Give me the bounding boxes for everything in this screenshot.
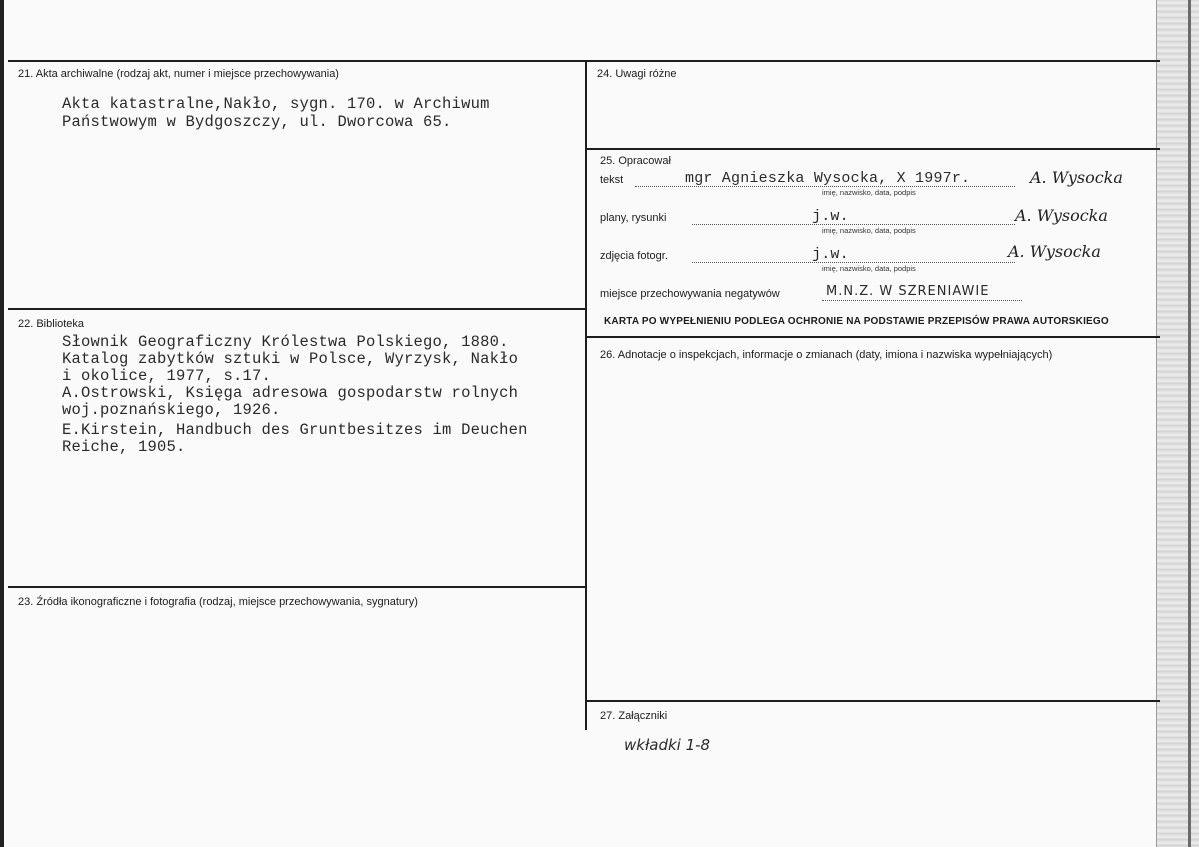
section-21-label: 21. Akta archiwalne (rodzaj akt, numer i miejsce przechowywania) — [18, 68, 339, 80]
section-22-line-2: Katalog zabytków sztuki w Polsce, Wyrzysk, Nakło — [62, 350, 519, 368]
field-negatives-label: miejsce przechowywania negatywów — [600, 288, 780, 300]
section-26-label: 26. Adnotacje o inspekcjach, informacje o zmianach (daty, imiona i nazwiska wypełniających) — [600, 349, 1053, 361]
field-negatives-line — [822, 300, 1022, 301]
section-22-line-5: woj.poznańskiego, 1926. — [62, 401, 281, 419]
signature-zdjecia: A. Wysocka — [1008, 242, 1101, 261]
section-22-line-6: E.Kirstein, Handbuch des Gruntbesitzes im Deuchen — [62, 421, 528, 439]
section-22-line-1: Słownik Geograficzny Królestwa Polskiego, 1880. — [62, 333, 509, 351]
scan-edge-right — [1156, 0, 1199, 847]
signature-tekst: A. Wysocka — [1030, 168, 1123, 187]
section-21-line-1: Akta katastralne,Nakło, sygn. 170. w Archiwum — [62, 95, 490, 113]
section-25-label: 25. Opracował — [600, 155, 671, 167]
section-27-label: 27. Załączniki — [600, 710, 668, 722]
field-zdjecia-line — [692, 262, 1015, 263]
field-zdjecia-label: zdjęcia fotogr. — [600, 250, 668, 262]
field-plany-value: j.w. — [812, 208, 849, 225]
section-27-value: wkładki 1-8 — [624, 736, 711, 754]
top-rule — [8, 60, 1160, 62]
section-22-line-7: Reiche, 1905. — [62, 438, 186, 456]
section-22-line-3: i okolice, 1977, s.17. — [62, 367, 272, 385]
rule-26-27 — [586, 700, 1160, 702]
section-22-label: 22. Biblioteka — [18, 318, 85, 330]
rule-25-26 — [586, 336, 1160, 338]
field-plany-line — [692, 224, 1015, 225]
field-tekst-caption: imię, nazwisko, data, podpis — [822, 188, 916, 197]
field-zdjecia-value: j.w. — [812, 246, 849, 263]
field-plany-label: plany, rysunki — [600, 212, 667, 224]
scan-edge-shadow — [1188, 0, 1191, 847]
rule-21-22 — [8, 308, 586, 310]
field-tekst-label: tekst — [600, 174, 624, 186]
center-divider — [585, 60, 587, 730]
scan-edge-left — [0, 0, 4, 847]
copyright-note: KARTA PO WYPEŁNIENIU PODLEGA OCHRONIE NA PODSTAWIE PRZEPISÓW PRAWA AUTORSKIEGO — [604, 316, 1109, 327]
section-21-line-2: Państwowym w Bydgoszczy, ul. Dworcowa 65. — [62, 113, 452, 131]
signature-plany: A. Wysocka — [1015, 206, 1108, 225]
section-22-line-4: A.Ostrowski, Księga adresowa gospodarstw rolnych — [62, 384, 519, 402]
rule-24-25 — [586, 148, 1160, 150]
section-23-label: 23. Źródła ikonograficzne i fotografia (rodzaj, miejsce przechowywania, sygnatury) — [18, 596, 418, 608]
rule-22-23 — [8, 586, 586, 588]
section-24-label: 24. Uwagi różne — [597, 68, 677, 80]
field-plany-caption: imię, nazwisko, data, podpis — [822, 226, 916, 235]
field-tekst-value: mgr Agnieszka Wysocka, X 1997r. — [685, 170, 971, 187]
field-zdjecia-caption: imię, nazwisko, data, podpis — [822, 264, 916, 273]
field-negatives-value: M.N.Z. W SZRENIAWIE — [826, 284, 990, 299]
